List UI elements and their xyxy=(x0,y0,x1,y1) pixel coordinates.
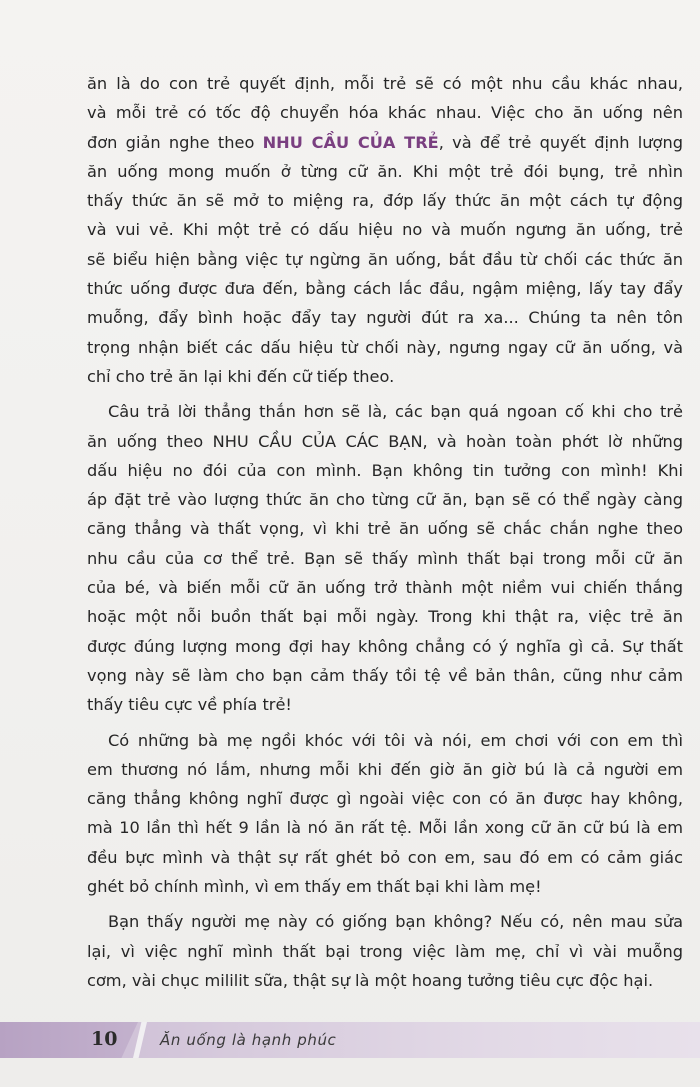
text-run: thấy thức ăn sẽ mở to miệng ra, đớp lấy thức ăn một cách tự động xyxy=(87,191,683,211)
text-line xyxy=(87,128,683,157)
text-line xyxy=(87,98,683,127)
text-run: hoặc một nỗi buồn thất bại mỗi ngày. Trong khi thật ra, việc trẻ ăn xyxy=(87,607,683,627)
text-line xyxy=(87,274,683,303)
text-line xyxy=(87,456,683,485)
text-line xyxy=(87,661,683,690)
page-number: 10 xyxy=(91,1028,118,1050)
text-run: , và để trẻ quyết định lượng xyxy=(438,132,683,152)
text-line xyxy=(87,937,683,966)
text-run: em thương nó lắm, nhưng mỗi khi đến giờ ăn giờ bú là cả người em xyxy=(87,759,683,779)
text-run: lại, vì việc nghĩ mình thất bại trong việc làm mẹ, chỉ vì vài muỗng xyxy=(87,941,683,961)
text-line xyxy=(87,427,683,456)
text-line xyxy=(87,215,683,244)
text-line xyxy=(87,755,683,784)
text-run: đơn giản nghe theo xyxy=(87,132,263,152)
text-run: đều bực mình và thật sự rất ghét bỏ con em, sau đó em có cảm giác xyxy=(87,847,683,867)
text-line xyxy=(87,573,683,602)
body-text xyxy=(87,69,683,995)
text-line xyxy=(87,843,683,872)
text-run: nhu cầu của cơ thể trẻ. Bạn sẽ thấy mình thất bại trong mỗi cữ ăn xyxy=(87,548,683,568)
text-run: ăn uống mong muốn ở từng cữ ăn. Khi một trẻ đói bụng, trẻ nhìn xyxy=(87,161,683,181)
text-run: trọng nhận biết các dấu hiệu từ chối này, ngưng ngay cữ ăn uống, và xyxy=(87,337,683,357)
text-line xyxy=(87,632,683,661)
text-run: căng thẳng không nghĩ được gì ngoài việc con có ăn được hay không, xyxy=(87,789,683,809)
text-run: mà 10 lần thì hết 9 lần là nó ăn rất tệ. Mỗi lần xong cữ ăn cữ bú là em xyxy=(87,818,683,838)
text-run: thấy tiêu cực về phía trẻ! xyxy=(87,695,292,715)
text-run: của bé, và biến mỗi cữ ăn uống trở thành một niềm vui chiến thắng xyxy=(87,578,683,598)
text-run: chỉ cho trẻ ăn lại khi đến cữ tiếp theo. xyxy=(87,366,395,386)
text-run: Có những bà mẹ ngồi khóc với tôi và nói, em chơi với con em thì xyxy=(108,730,683,750)
text-run: Câu trả lời thẳng thắn hơn sẽ là, các bạn quá ngoan cố khi cho trẻ xyxy=(108,402,683,422)
running-title: Ăn uống là hạnh phúc xyxy=(160,1031,337,1049)
text-line xyxy=(87,726,683,755)
text-run: thức uống được đưa đến, bằng cách lắc đầu, ngậm miệng, lấy tay đẩy xyxy=(87,279,683,299)
text-line xyxy=(87,186,683,215)
text-run: ăn là do con trẻ quyết định, mỗi trẻ sẽ có một nhu cầu khác nhau, xyxy=(87,74,683,93)
paragraph xyxy=(87,69,683,391)
text-run: căng thẳng và thất vọng, vì khi trẻ ăn uống sẽ chắc chắn nghe theo xyxy=(87,519,683,539)
text-line xyxy=(87,602,683,631)
paragraph xyxy=(87,397,683,719)
text-run: ăn uống theo NHU CẦU CỦA CÁC BẠN, và hoàn toàn phớt lờ những xyxy=(87,431,683,451)
text-line xyxy=(87,544,683,573)
text-line xyxy=(87,907,683,936)
text-run: dấu hiệu no đói của con mình. Bạn không tin tưởng con mình! Khi xyxy=(87,460,683,480)
text-line xyxy=(87,303,683,332)
text-run: được đúng lượng mong đợi hay không chẳng có ý nghĩa gì cả. Sự thất xyxy=(87,636,683,656)
text-run: và vui vẻ. Khi một trẻ có dấu hiệu no và muốn ngưng ăn uống, trẻ xyxy=(87,220,683,240)
text-line xyxy=(87,69,683,98)
text-line xyxy=(87,485,683,514)
text-line xyxy=(87,690,683,719)
text-run: cơm, vài chục mililit sữa, thật sự là một hoang tưởng tiêu cực độc hại. xyxy=(87,970,654,990)
paragraph xyxy=(87,907,683,995)
text-run: ghét bỏ chính mình, vì em thấy em thất bại khi làm mẹ! xyxy=(87,877,542,897)
paragraph xyxy=(87,726,683,902)
text-line xyxy=(87,813,683,842)
text-run: Bạn thấy người mẹ này có giống bạn không? Nếu có, nên mau sửa xyxy=(108,912,683,932)
text-run: vọng này sẽ làm cho bạn cảm thấy tồi tệ về bản thân, cũng như cảm xyxy=(87,665,683,685)
text-line xyxy=(87,514,683,543)
text-run: áp đặt trẻ vào lượng thức ăn cho từng cữ ăn, bạn sẽ có thể ngày càng xyxy=(87,490,683,510)
text-run: sẽ biểu hiện bằng việc tự ngừng ăn uống, bắt đầu từ chối các thức ăn xyxy=(87,249,683,269)
text-run: và mỗi trẻ có tốc độ chuyển hóa khác nhau. Việc cho ăn uống nên xyxy=(87,103,683,123)
highlighted-term: NHU CẦU CỦA TRẺ xyxy=(262,132,439,152)
text-line xyxy=(87,333,683,362)
text-line xyxy=(87,362,683,391)
text-run: muỗng, đẩy bình hoặc đẩy tay người đút ra xa... Chúng ta nên tôn xyxy=(87,308,683,328)
text-line xyxy=(87,966,683,995)
text-line xyxy=(87,397,683,426)
text-line xyxy=(87,245,683,274)
text-line xyxy=(87,872,683,901)
text-line xyxy=(87,784,683,813)
text-line xyxy=(87,157,683,186)
